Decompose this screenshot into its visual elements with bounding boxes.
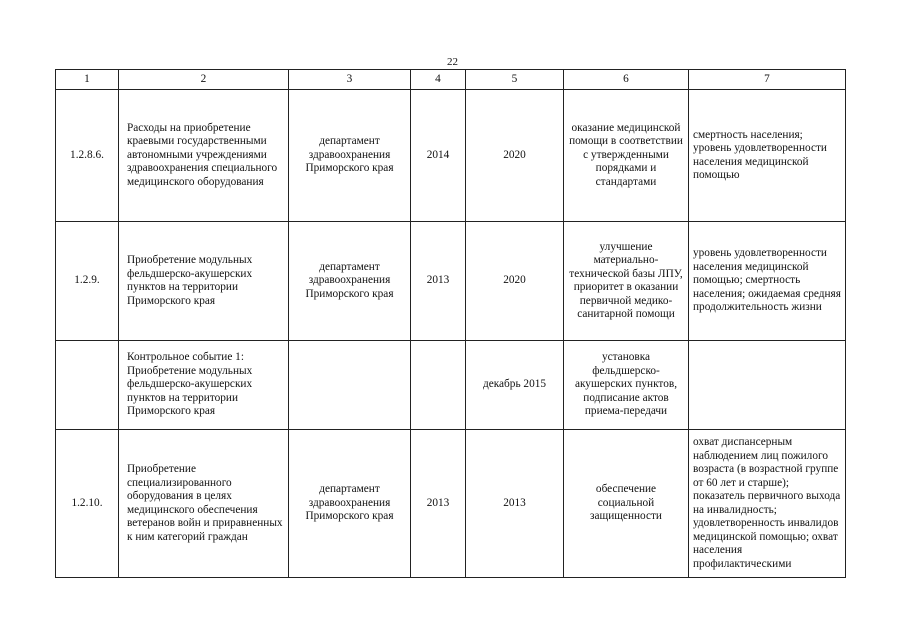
row-end-year: 2013 (466, 430, 564, 578)
program-table (55, 69, 846, 578)
row-description: Приобретение специализированного оборудования в целях медицинского обеспечения ветеранов войн и приравненных к ним категорий граждан (119, 430, 289, 578)
row-result: оказание медицинской помощи в соответствии с утвержденными порядками и стандартами (564, 90, 689, 222)
header-row (56, 70, 846, 90)
row-executor: департамент здравоохранения Приморского края (289, 90, 411, 222)
row-number: 1.2.8.6. (56, 90, 119, 222)
col-header-3: 3 (289, 70, 411, 90)
row-indicators (689, 341, 846, 430)
row-result: обеспечение социальной защищенности (564, 430, 689, 578)
row-end-year: 2020 (466, 90, 564, 222)
row-start-year: 2014 (411, 90, 466, 222)
page-number: 22 (447, 56, 458, 68)
row-executor: департамент здравоохранения Приморского края (289, 430, 411, 578)
row-number: 1.2.10. (56, 430, 119, 578)
row-start-year: 2013 (411, 430, 466, 578)
col-header-2: 2 (119, 70, 289, 90)
row-description: Приобретение модульных фельдшерско-акушерских пунктов на территории Приморского края (119, 222, 289, 341)
row-description: Расходы на приобретение краевыми государственными автономными учреждениями здравоохранения специального медицинского оборудования (119, 90, 289, 222)
row-executor (289, 341, 411, 430)
table-row (56, 430, 846, 578)
row-end-year: 2020 (466, 222, 564, 341)
row-indicators: уровень удовлетворенности населения медицинской помощью; смертность населения; ожидаемая средняя продолжительность жизни (689, 222, 846, 341)
col-header-6: 6 (564, 70, 689, 90)
row-indicators: смертность населения; уровень удовлетворенности населения медицинской помощью (689, 90, 846, 222)
row-start-year (411, 341, 466, 430)
table-row (56, 222, 846, 341)
row-number (56, 341, 119, 430)
col-header-7: 7 (689, 70, 846, 90)
row-start-year: 2013 (411, 222, 466, 341)
table-row (56, 90, 846, 222)
row-description: Контрольное событие 1: Приобретение модульных фельдшерско-акушерских пунктов на территории Приморского края (119, 341, 289, 430)
table-row (56, 341, 846, 430)
row-indicators: охват диспансерным наблюдением лиц пожилого возраста (в возрастной группе от 60 лет и старше); показатель первичного выхода на инвалидность; удовлетворенность инвалидов медицинской помощью; охват населения профилактическими (689, 430, 846, 578)
col-header-5: 5 (466, 70, 564, 90)
col-header-4: 4 (411, 70, 466, 90)
row-number: 1.2.9. (56, 222, 119, 341)
row-end-year: декабрь 2015 (466, 341, 564, 430)
row-result: улучшение материально-технической базы ЛПУ, приоритет в оказании первичной медико-санитарной помощи (564, 222, 689, 341)
col-header-1: 1 (56, 70, 119, 90)
row-executor: департамент здравоохранения Приморского края (289, 222, 411, 341)
row-result: установка фельдшерско-акушерских пунктов, подписание актов приема-передачи (564, 341, 689, 430)
